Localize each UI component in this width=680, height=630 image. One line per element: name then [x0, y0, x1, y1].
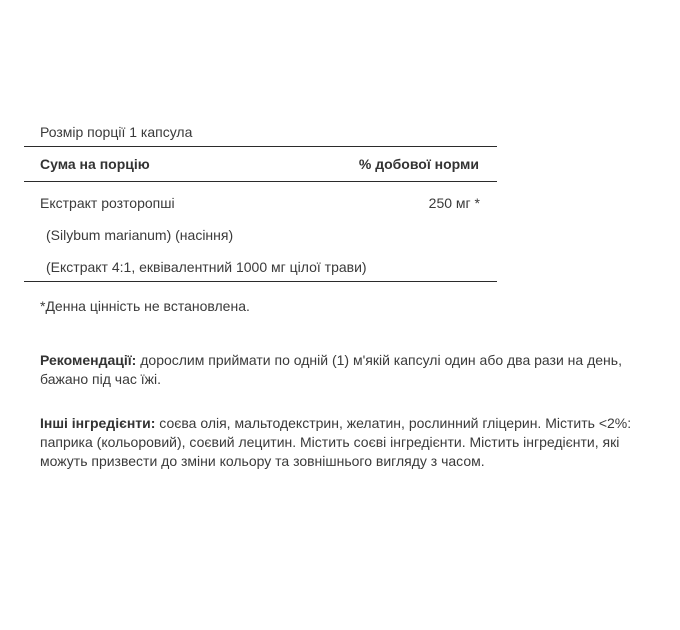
ingredient-name: Екстракт розторопші — [40, 195, 175, 211]
ingredient-row — [24, 182, 497, 215]
other-ingredients-label: Інші інгредієнти: — [40, 415, 156, 431]
recommendations-text: дорослим приймати по одній (1) м'якій капсулі один або два рази на день, бажано під час їжі. — [40, 352, 622, 387]
ingredient-amount: 250 мг * — [428, 195, 480, 211]
ingredient-latin-name: (Silybum marianum) (насіння) — [46, 227, 234, 243]
other-ingredients-text: соєва олія, мальтодекстрин, желатин, рослинний гліцерин. Містить <2%: паприка (кольоровий), соєвий лецитин. Містить соєві інгредієнти. Містить інгредієнти, які можуть призвести до зміни кольору та зовнішнього вигляду з часом. — [40, 415, 632, 469]
facts-header-row — [24, 147, 497, 181]
daily-value-footnote: *Денна цінність не встановлена. — [40, 298, 250, 314]
daily-value-header: % добової норми — [358, 156, 479, 172]
serving-size: Розмір порції 1 капсула — [40, 124, 193, 140]
amount-per-serving-header: Сума на порцію — [40, 156, 150, 172]
ingredient-extract-note: (Екстракт 4:1, еквівалентний 1000 мг цілої трави) — [46, 259, 367, 275]
recommendations-paragraph — [40, 351, 660, 389]
other-ingredients-paragraph — [40, 414, 660, 471]
recommendations-label: Рекомендації: — [40, 352, 137, 368]
supplement-facts-panel — [24, 118, 497, 314]
